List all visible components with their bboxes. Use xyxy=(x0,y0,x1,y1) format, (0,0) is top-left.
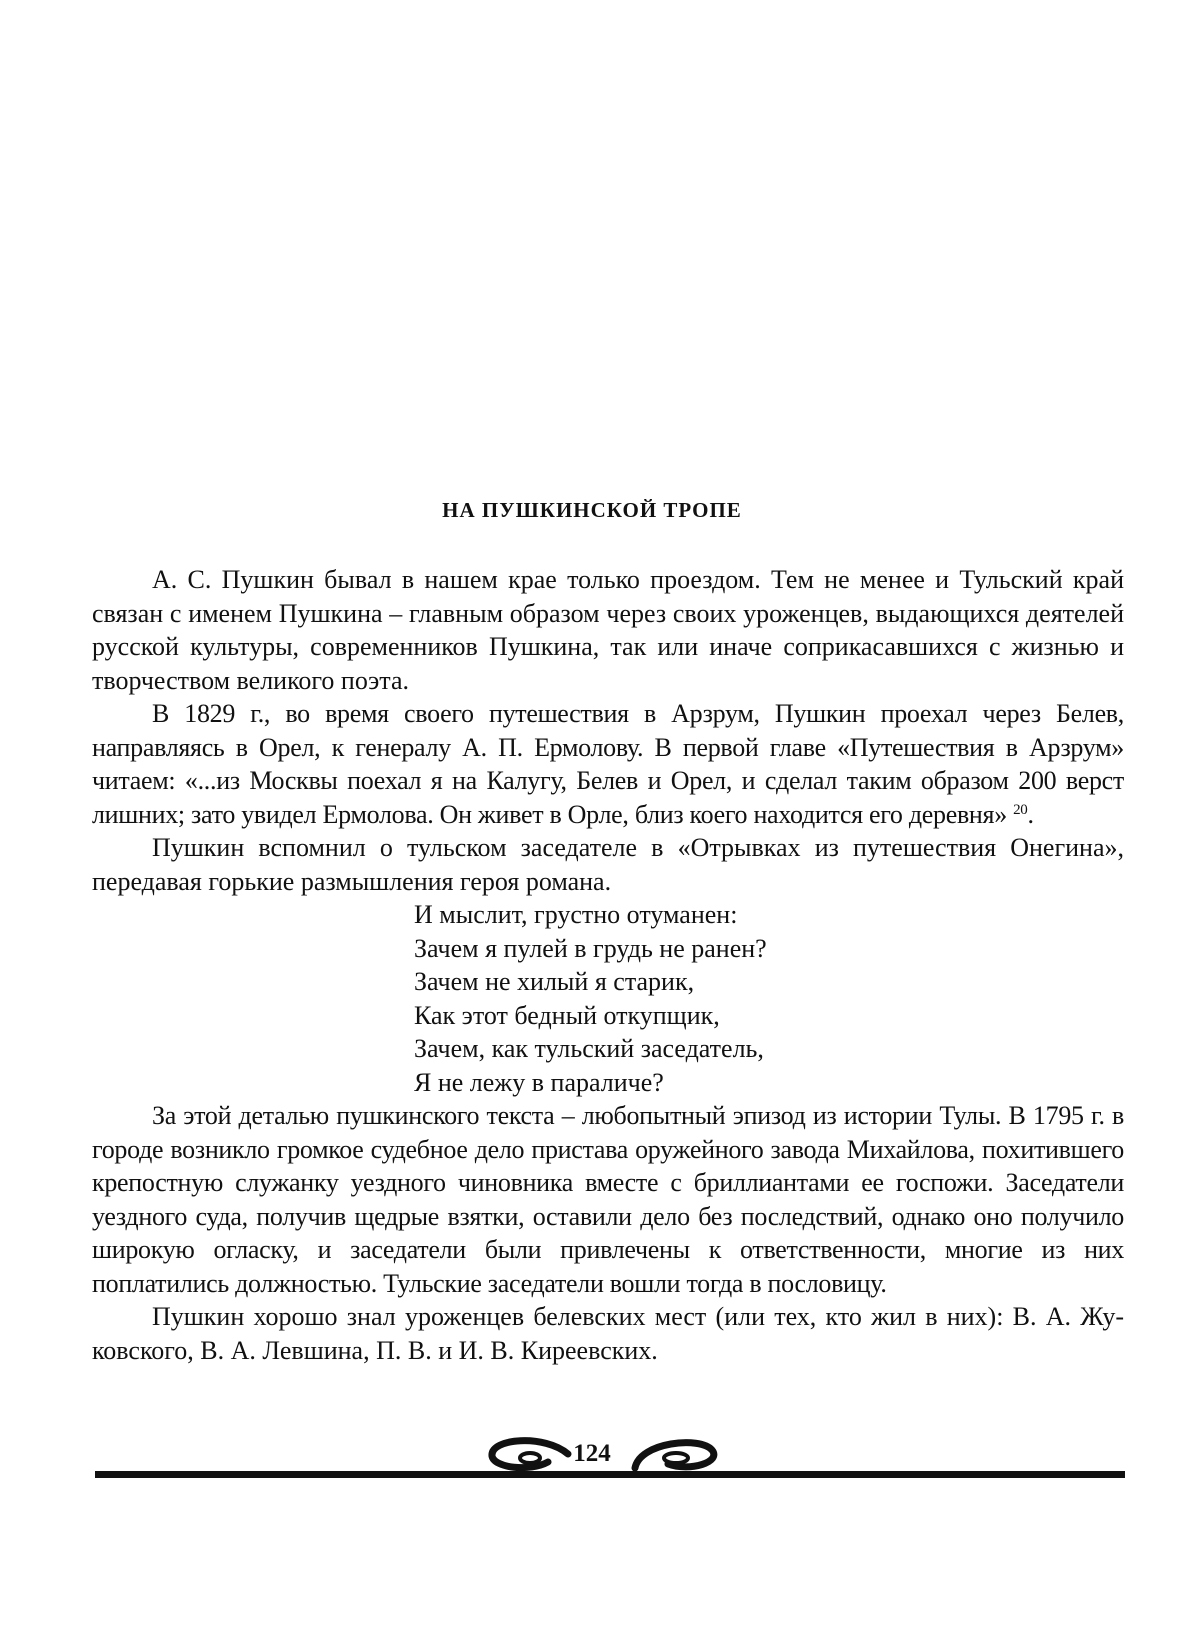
verse-line: И мыслит, грустно отуманен: xyxy=(414,900,738,929)
paragraph-4: За этой деталью пушкинского текста – любопытный эпизод из истории Тулы. В 1795 г. в городе возникло громкое судебное дело пристава оружейного завода Михайлова, похитившего крепостную служанку уездного чиновника вместе с бриллиантами ее госпожи. Заседатели уездного суда, получив щедрые взятки, оставили дело без последствий, однако оно получило широкую огласку, и заседатели были привлечены к ответственности, многие из них поплатились должностью. Тульские заседатели вошли тогда в пословицу. xyxy=(92,1101,1124,1298)
verse-line: Зачем, как тульский заседатель, xyxy=(414,1034,764,1063)
chapter-heading: НА ПУШКИНСКОЙ ТРОПЕ xyxy=(442,498,742,522)
paragraph-5: Пушкин хорошо знал уроженцев белевских мест (или тех, кто жил в них): В. А. Жуковского, В. А. Левшина, П. В. и И. В. Киреевских. xyxy=(92,1302,1124,1365)
verse-line: Как этот бедный откупщик, xyxy=(414,1000,720,1030)
footer-rule xyxy=(95,1471,1125,1478)
footnote-ref: 20 xyxy=(1013,801,1028,818)
verse-line: Я не лежу в параличе? xyxy=(414,1067,664,1097)
body-text xyxy=(92,563,1124,1367)
paragraph-2-text: В 1829 г., во время своего путешествия в Арзрум, Пушкин проехал через Белев, направляясь в Орел, к генералу А. П. Ермолову. В первой главе «Путешествия в Арзрум» читаем: «...из Москвы поехал я на Калугу, Белев и Орел, и сделал таким образом 200 верст лишних; зато увидел Ермолова. Он живет в Орле, близ коего находится его деревня» xyxy=(92,699,1124,829)
verse-line: Зачем не хилый я старик, xyxy=(414,967,695,996)
verse-line: Зачем я пулей в грудь не ранен? xyxy=(414,933,767,963)
paragraph-2 xyxy=(92,697,1124,831)
paragraph-2-end: . xyxy=(1027,799,1034,829)
page-number: 124 xyxy=(573,1440,611,1467)
verse-quote xyxy=(414,898,1124,1099)
paragraph-3: Пушкин вспомнил о тульском заседателе в «Отрывках из путешествия Онегина», передавая горькие размышления героя романа. xyxy=(92,833,1124,896)
paragraph-1: А. С. Пушкин бывал в нашем крае только проездом. Тем не менее и Тульский край связан с именем Пушкина – главным образом через своих уроженцев, выдающихся деятелей русской культуры, современников Пушкина, так или иначе соприкасавшихся с жизнью и творчеством великого поэта. xyxy=(92,565,1124,695)
